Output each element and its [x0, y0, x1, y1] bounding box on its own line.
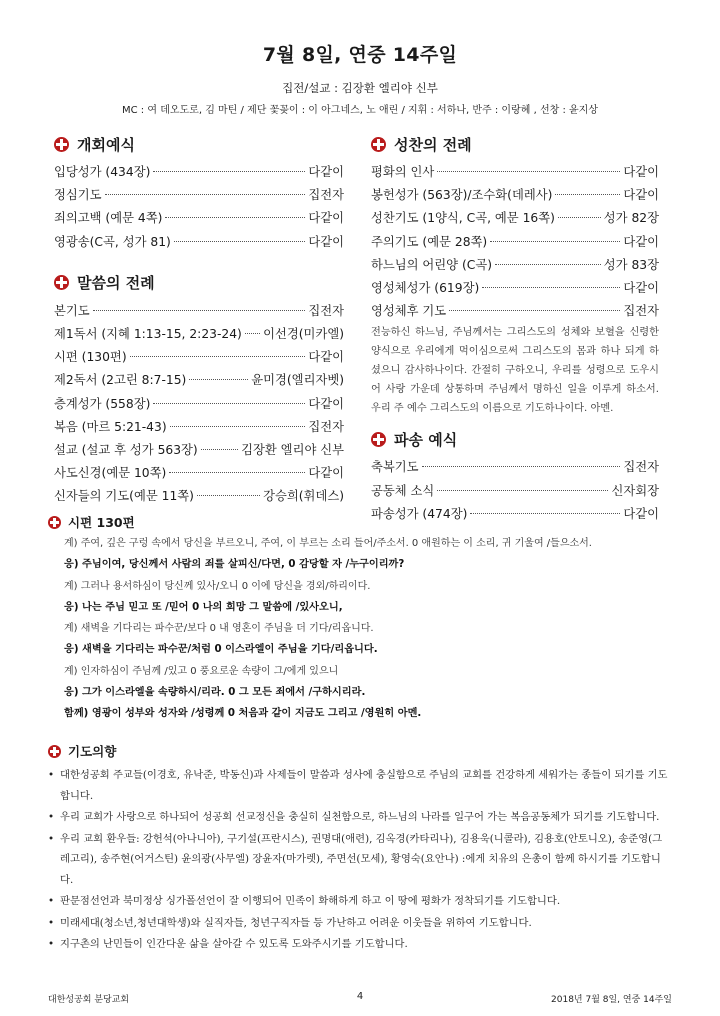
- order-label: 입당성가 (434장): [54, 165, 151, 179]
- order-value: 다같이: [308, 165, 344, 179]
- order-value: 강승희(휘데스): [263, 489, 344, 504]
- order-row: [54, 323, 344, 346]
- intentions-title: 기도의향: [68, 744, 117, 759]
- page-title: 7월 8일, 연중 14주일: [262, 44, 458, 66]
- order-value: 다같이: [308, 211, 344, 226]
- order-row: [54, 393, 344, 416]
- order-label: 복음 (마르 5:21-43): [54, 419, 167, 434]
- section-dismissal-header: [371, 426, 659, 452]
- order-row: [371, 184, 659, 207]
- order-value: 집전자: [308, 303, 344, 318]
- dot-leader: [449, 310, 620, 311]
- order-label: 영성체후 기도: [371, 304, 447, 319]
- dot-leader: [93, 310, 306, 311]
- order-label: 축복기도: [371, 460, 419, 475]
- intention-item: • 우리 교회가 사랑으로 하나되어 성공회 선교정신을 충실히 실천함으로, 하느님의 나라를 일구어 가는 복음공동체가 되기를 기도합니다.: [48, 807, 672, 828]
- order-label: 본기도: [54, 303, 90, 318]
- order-row: [371, 207, 659, 230]
- psalm-verse: 계) 주여, 깊은 구렁 속에서 당신을 부르오니, 주여, 이 부르는 소리 들어/주소서. 0 애원하는 이 소리, 귀 기울여 /들으소서.: [64, 538, 592, 549]
- dot-leader: [130, 356, 306, 357]
- dot-leader: [197, 495, 260, 496]
- psalm-header: [48, 511, 672, 533]
- order-value: 집전자: [623, 304, 659, 319]
- dot-leader: [174, 241, 306, 242]
- psalm-title: 시편 130편: [68, 515, 135, 530]
- order-label: 신자들의 기도(예문 11쪽): [54, 489, 194, 504]
- section-title: 성찬의 전례: [394, 135, 472, 154]
- intentions-section: [48, 740, 672, 956]
- intention-item: • 지구촌의 난민들이 인간다운 삶을 살아갈 수 있도록 도와주시기를 기도합니다.: [48, 934, 672, 955]
- word-items: [54, 300, 344, 509]
- order-row: [371, 456, 659, 479]
- dot-leader: [201, 449, 238, 450]
- opening-items: [54, 161, 344, 254]
- dot-leader: [490, 241, 620, 242]
- post-communion-prayer: 전능하신 하느님, 주님께서는 그리스도의 성체와 보혈을 신령한 양식으로 우리에게 먹이심으로써 그리스도의 몸과 하나 되게 하셨으니 감사하나이다. 간절히 구하오니, 우리를 성령으로 도우시어 사랑 가운데 상통하며 주님께서 명하신 일을 이루게 하소서. 우리 주 예수 그리스도의 이름으로 기도하나이다. 아멘.: [371, 327, 659, 415]
- order-value: 다같이: [623, 506, 659, 521]
- order-row: [54, 161, 344, 184]
- order-label: 영광송(C곡, 성가 81): [54, 234, 171, 249]
- dot-leader: [153, 171, 305, 172]
- order-value: 성가 83장: [603, 257, 659, 272]
- order-label: 제1독서 (지혜 1:13-15, 2:23-24): [54, 326, 242, 341]
- order-value: 집전자: [308, 419, 344, 434]
- order-label: 정심기도: [54, 188, 102, 203]
- order-value: 다같이: [623, 234, 659, 249]
- footer-church-name: 대한성공회 분당교회: [48, 995, 130, 1005]
- dot-leader: [153, 403, 305, 404]
- dot-leader: [437, 490, 608, 491]
- psalm-verses: [48, 533, 672, 725]
- order-row: [371, 161, 659, 184]
- eucharist-items: [371, 161, 659, 323]
- psalm-verse: 계) 그러나 용서하심이 당신께 있사/오니 0 이에 당신을 경외/하리이다.: [64, 580, 371, 592]
- dot-leader: [170, 426, 306, 427]
- order-row: [371, 300, 659, 323]
- order-label: 파송성가 (474장): [371, 506, 468, 521]
- order-value: 이선경(미카엘): [263, 326, 344, 341]
- psalm-verse: 계) 새벽을 기다리는 파수꾼/보다 0 내 영혼이 주님을 더 기다/리옵니다.: [64, 623, 374, 635]
- cross-icon: [371, 137, 386, 152]
- section-title: 말씀의 전례: [77, 274, 155, 293]
- psalm-verse: 응) 주님이여, 당신께서 사람의 죄를 살피신/다면, 0 감당할 자 /누구이리까?: [64, 559, 405, 571]
- order-value: 다같이: [308, 234, 344, 249]
- psalm-verse: 계) 인자하심이 주님께 /있고 0 풍요로운 속량이 그/에게 있으니: [64, 665, 339, 677]
- cross-icon: [54, 275, 69, 290]
- order-label: 영성체성가 (619장): [371, 280, 480, 295]
- order-value: 윤미경(엘리자벳): [251, 373, 344, 388]
- order-row: [54, 300, 344, 323]
- order-label: 사도신경(예문 10쪽): [54, 466, 167, 481]
- section-eucharist-header: [371, 131, 659, 157]
- roles-line: MC : 여 데오도로, 김 마틴 / 제단 꽃꽂이 : 이 아그네스, 노 애린 / 지휘 : 서하나, 반주 : 이랑혜 , 선창 : 윤지상: [122, 105, 598, 116]
- order-value: 다같이: [308, 396, 344, 411]
- order-value: 집전자: [308, 188, 344, 203]
- order-row: [54, 369, 344, 392]
- order-value: 다같이: [623, 165, 659, 179]
- cross-icon: [371, 432, 386, 447]
- order-row: [371, 254, 659, 277]
- order-label: 봉헌성가 (563장)/조수화(데레사): [371, 188, 553, 203]
- order-row: [54, 462, 344, 485]
- psalm-verse: 응) 그가 이스라엘을 속량하시/리라. 0 그 모든 죄에서 /구하시리라.: [64, 687, 366, 699]
- order-label: 층계성가 (558장): [54, 396, 151, 411]
- order-value: 집전자: [623, 460, 659, 475]
- order-label: 평화의 인사: [371, 165, 435, 179]
- order-label: 설교 (설교 후 성가 563장): [54, 442, 198, 457]
- dot-leader: [422, 466, 621, 467]
- order-label: 시편 (130편): [54, 350, 127, 365]
- cross-icon: [48, 516, 61, 529]
- celebrant-line: 집전/설교 : 김장환 엘리야 신부: [282, 81, 438, 95]
- dot-leader: [169, 472, 305, 473]
- dot-leader: [482, 287, 620, 288]
- intention-item: • 미래세대(청소년,청년대학생)와 실직자들, 청년구직자들 등 가난하고 어려운 이웃들을 위하여 기도합니다.: [48, 913, 672, 934]
- order-row: [371, 480, 659, 503]
- page-footer: [0, 992, 720, 1006]
- section-title: 개회예식: [77, 135, 135, 154]
- order-row: [371, 277, 659, 300]
- dot-leader: [189, 379, 248, 380]
- psalm-verse: 응) 새벽을 기다리는 파수꾼/처럼 0 이스라엘이 주님을 기다/리옵니다.: [64, 644, 378, 656]
- order-value: 다같이: [308, 466, 344, 481]
- dot-leader: [555, 194, 620, 195]
- psalm-verse: 함께) 영광이 성부와 성자와 /성령께 0 처음과 같이 지금도 그리고 /영원히 아멘.: [64, 708, 422, 720]
- section-opening-header: [54, 131, 344, 157]
- order-row: [54, 184, 344, 207]
- order-value: 다같이: [623, 280, 659, 295]
- dot-leader: [105, 194, 306, 195]
- order-row: [54, 416, 344, 439]
- order-value: 성가 82장: [603, 211, 659, 226]
- order-row: [54, 231, 344, 254]
- order-value: 신자회장: [611, 483, 659, 498]
- order-row: [54, 207, 344, 230]
- left-column: [54, 131, 344, 508]
- intention-item: • 우리 교회 환우들: 강헌석(아나니아), 구기설(프란시스), 권명대(애련), 김옥경(카타리나), 김용욱(니콜라), 김용호(안토니오), 송준영(그레고리), 송주현(어거스틴) 윤의광(사무엘) 장윤자(마가렛), 주면선(모세), 황영숙(요안나) :에게 치유의 은총이 함께 하시기를 기도합니다.: [48, 829, 672, 891]
- psalm-verse: 응) 나는 주님 믿고 또 /믿어 0 나의 희망 그 말씀에 /있사오니,: [64, 601, 343, 613]
- dot-leader: [558, 217, 601, 218]
- cross-icon: [54, 137, 69, 152]
- order-label: 공동체 소식: [371, 483, 435, 498]
- dot-leader: [245, 333, 260, 334]
- order-row: [54, 439, 344, 462]
- section-title: 파송 예식: [394, 430, 458, 449]
- psalm-section: [48, 511, 672, 725]
- order-label: 죄의고백 (예문 4쪽): [54, 211, 163, 226]
- right-column: [371, 131, 659, 526]
- intentions-list: [48, 765, 672, 955]
- order-value: 김장환 엘리야 신부: [241, 442, 344, 457]
- order-row: [371, 231, 659, 254]
- order-value: 다같이: [308, 350, 344, 365]
- order-value: 다같이: [623, 188, 659, 203]
- page-number: 4: [356, 991, 364, 1002]
- order-label: 주의기도 (예문 28쪽): [371, 234, 488, 249]
- order-row: [54, 485, 344, 508]
- intention-item: • 판문점선언과 북미정상 싱가폴선언이 잘 이행되어 민족이 화해하게 하고 이 땅에 평화가 정착되기를 기도합니다.: [48, 891, 672, 912]
- order-label: 하느님의 어린양 (C곡): [371, 257, 493, 272]
- order-label: 제2독서 (2고린 8:7-15): [54, 373, 187, 388]
- section-word-header: [54, 270, 344, 296]
- dot-leader: [495, 264, 601, 265]
- footer-date: 2018년 7월 8일, 연중 14주일: [551, 995, 672, 1005]
- intention-item: • 대한성공회 주교들(이경호, 유낙준, 박동신)과 사제들이 말씀과 성사에 충실함으로 주님의 교회를 건강하게 세워가는 종들이 되기를 기도합니다.: [48, 765, 672, 806]
- cross-icon: [48, 745, 61, 758]
- order-row: [54, 346, 344, 369]
- dot-leader: [165, 217, 305, 218]
- order-label: 성찬기도 (1양식, C곡, 예문 16쪽): [371, 211, 555, 226]
- dot-leader: [437, 171, 620, 172]
- intentions-header: [48, 740, 672, 762]
